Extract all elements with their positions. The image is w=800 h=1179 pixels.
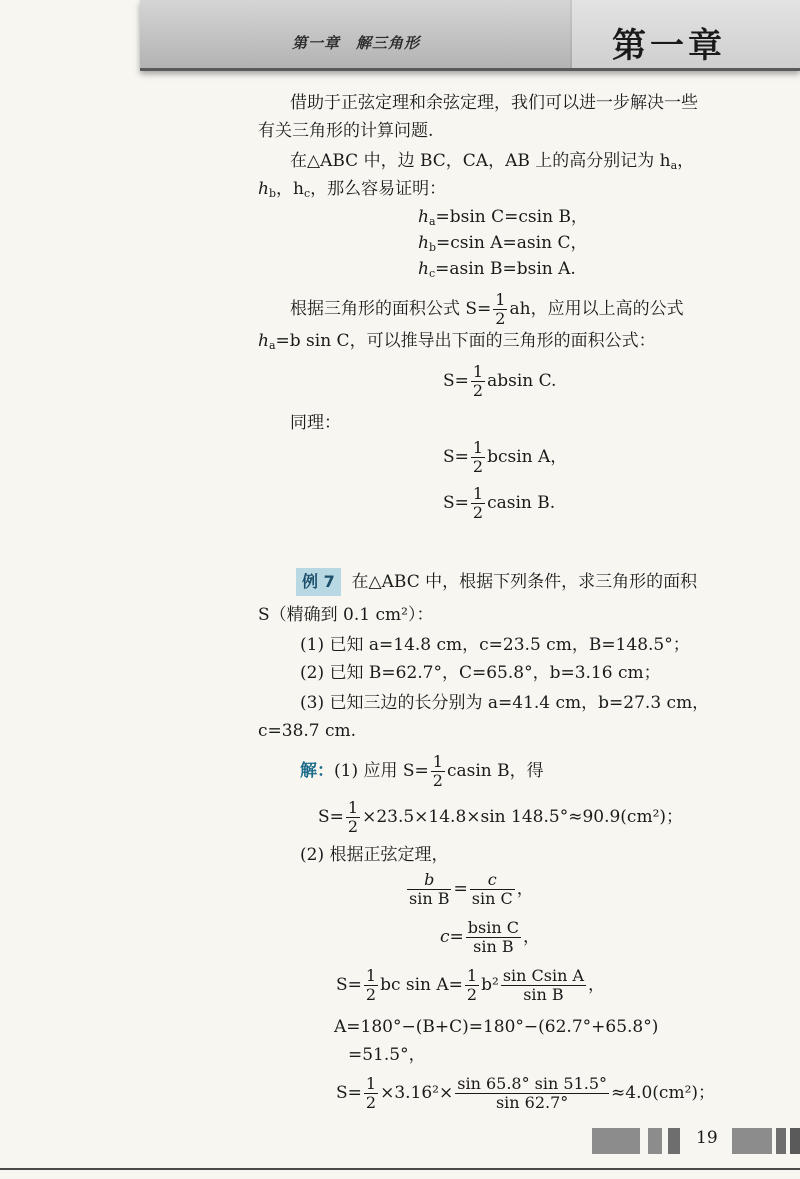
example-label: 例 7 [296,568,341,596]
para4: $h_a=b$ sin C，可以推导出下面的三角形的面积公式： [258,331,656,352]
same-reasoning: 同理： [290,413,341,433]
para2-line2: $h_b$，$h_c$，那么容易证明： [258,179,447,200]
final-area: S= $\frac{1}{2}$ ×3.16²× $\frac{\sin 65.8^\circ \sin 51.5^\circ}{\sin 62.7^\circ}$ ≈4.0(cm²)； [336,1074,716,1112]
height-eq-a: $h_a=bsin$ C=csin B， [418,207,588,228]
chapter-label: 第一章 [612,26,726,66]
fraction-half: $\frac{1}{2}$ [466,966,478,1004]
footer-bar-3 [668,1128,680,1154]
example-cond3-line2: c=38.7 cm. [258,721,357,741]
para3 [290,292,684,327]
example-line1: 在△ABC 中，根据下列条件，求三角形的面积 [351,572,698,592]
solution-label: 解： [300,761,334,781]
area-formula-2: S= $\frac{1}{2}$ bcsin A， [443,438,568,476]
bottom-rule [0,1168,800,1170]
para4-text: =b sin C，可以推导出下面的三角形的面积公式： [275,331,656,351]
height-eq-b-text: =csin A=asin C， [436,233,588,253]
fraction-half: $\frac{1}{2}$ [365,966,377,1004]
sine-law-ratio: $\frac{b}{\text{sin B}}$ = $\frac{c}{\text{sin C}}$ ， [409,870,534,908]
example-cond3-line1: (3) 已知三边的长分别为 a=41.4 cm，b=27.3 cm， [300,693,710,713]
area1-tail: absin C. [487,371,557,391]
example-line2: S（精确到 0.1 cm²）： [258,605,434,625]
example-cond1: (1) 已知 a=14.8 cm，c=23.5 cm，B=148.5°； [300,635,690,655]
fraction-b-sinb: $\frac{b}{\text{sin B}}$ [409,870,450,908]
fraction-half: $\frac{1}{2}$ [365,1074,377,1112]
footer-bar-6 [790,1128,800,1154]
para2-line1: 在△ABC 中，边 BC，CA，AB 上的高分别记为 $h_a$， [290,151,695,172]
solution-step1 [300,754,544,789]
height-eq-a-text: =bsin C=csin B， [435,207,588,227]
para3-prefix: 根据三角形的面积公式 S= [290,299,492,319]
para1-line1: 借助于正弦定理和余弦定理，我们可以进一步解决一些 [290,93,698,113]
height-eq-b: $h_b=csin$ A=asin C， [418,233,588,254]
solution-step1-suffix: casin B，得 [446,761,544,781]
hc-symbol: ，h [276,179,304,199]
area2-tail: bcsin A， [487,447,568,467]
page-number: 19 [696,1128,718,1148]
fraction-half: $\frac{1}{2}$ [472,362,484,400]
running-head: 第一章 解三角形 [292,34,421,52]
fraction-half: $\frac{1}{2}$ [347,798,359,836]
height-eq-c-text: =asin B=bsin A. [435,259,576,279]
s-expression: S= $\frac{1}{2}$ bc sin A= $\frac{1}{2}$ b² $\frac{\text{sin Csin A}}{\text{sin B}}$ ， [336,966,606,1004]
example-cond2: (2) 已知 B=62.7°，C=65.8°，b=3.16 cm； [300,663,661,683]
footer-bar-4 [732,1128,772,1154]
para1-line2: 有关三角形的计算问题. [258,121,434,141]
solution-step1-eq: S= $\frac{1}{2}$ ×23.5×14.8×sin 148.5°≈90.9(cm²)； [318,798,684,836]
s-expression-mid: bc sin A= [380,975,463,995]
final-area-tail: ≈4.0(cm²)； [611,1083,716,1103]
fraction-final-sines: $\frac{\sin 65.8^\circ \sin 51.5^\circ}{\sin 62.7^\circ}$ [457,1074,608,1112]
hb-symbol: h [258,179,269,199]
area-formula-3: S= $\frac{1}{2}$ casin B. [443,484,556,522]
b-squared: b² [481,975,499,995]
solution-step2-title: (2) 根据正弦定理， [300,845,449,865]
angle-a-result: =51.5°， [348,1045,426,1065]
footer-bar-5 [776,1128,786,1154]
fraction-half: $\frac{1}{2}$ [472,438,484,476]
solution-step1-prefix: (1) 应用 S= [334,761,429,781]
para2-text: 在△ABC 中，边 BC，CA，AB 上的高分别记为 h [290,151,671,171]
fraction-c-value: $\frac{\text{bsin C}}{\text{sin B}}$ [467,918,519,956]
footer-bar-2 [648,1128,662,1154]
para2-tail: ，那么容易证明： [310,179,447,199]
example-heading [296,568,697,596]
fraction-half: $\frac{1}{2}$ [432,752,443,790]
fraction-half: $\frac{1}{2}$ [495,290,506,328]
area-formula-1: S= $\frac{1}{2}$ absin C. [443,362,557,400]
area3-tail: casin B. [487,493,556,513]
height-eq-c: $h_c=asin$ B=bsin A. [418,259,576,280]
final-area-mid: ×3.16²× [380,1083,454,1103]
fraction-half: $\frac{1}{2}$ [472,484,484,522]
c-expression: c= $\frac{\text{bsin C}}{\text{sin B}}$ ， [440,918,540,956]
fraction-c-sinc: $\frac{c}{\text{sin C}}$ [471,870,513,908]
para3-suffix: ah，应用以上高的公式 [509,299,684,319]
footer-bar-1 [592,1128,640,1154]
solution-step1-eq-tail: ×23.5×14.8×sin 148.5°≈90.9(cm²)； [362,807,684,827]
fraction-sin-ratio: $\frac{\text{sin Csin A}}{\text{sin B}}$ [502,966,585,1004]
angle-a-line: A=180°−(B+C)=180°−(62.7°+65.8°) [334,1017,659,1037]
